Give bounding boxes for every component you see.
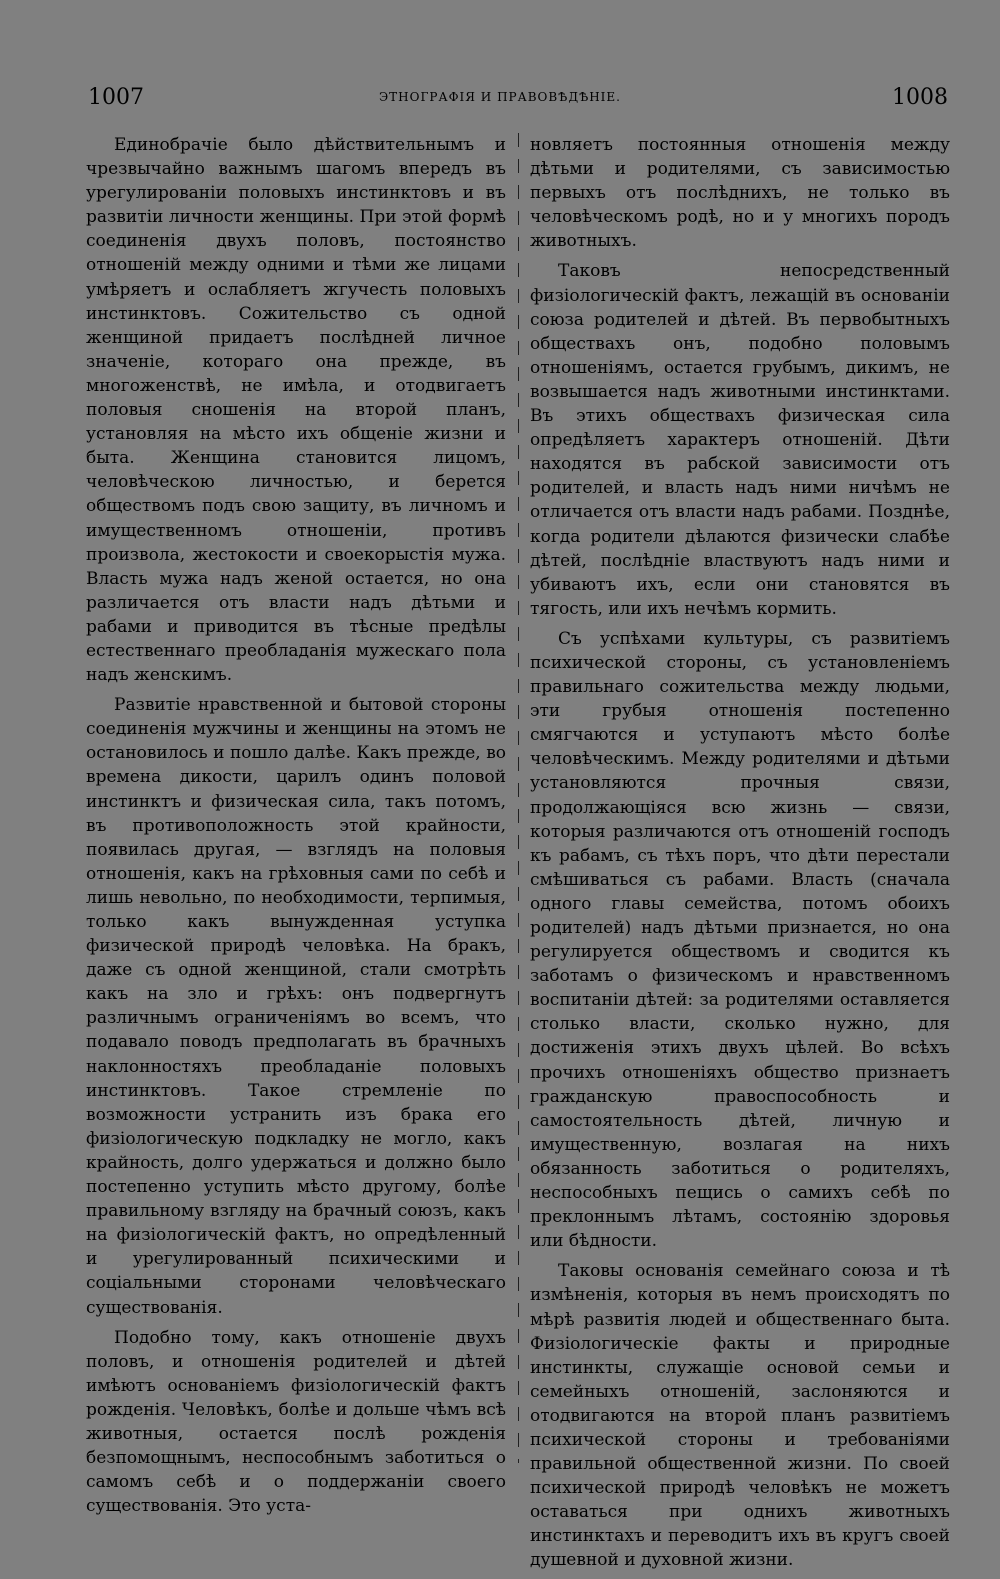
paragraph: Развитіе нравственной и бытовой стороны соединенія мужчины и женщины на этомъ не остановилось и пошло далѣе. Какъ прежде, во времена дикости, царилъ одинъ половой инстинктъ и физическая сила, такъ потомъ, въ противоположность этой крайности, появилась другая, — взглядъ на половыя отношенія, какъ на грѣховныя сами по себѣ и лишь невольно, по необходимости, терпимыя, только какъ вынужденная уступка физической природѣ человѣка. На бракъ, даже съ одной женщиной, стали смотрѣть какъ на зло и грѣхъ: онъ подвергнутъ различнымъ ограниченіямъ во всемъ, что подавало поводъ предполагать въ брачныхъ наклонностяхъ преобладаніе половыхъ инстинктовъ. Такое стремленіе по возможности устранить изъ брака его физіологическую подкладку не могло, какъ крайность, долго удержаться и должно было постепенно уступить мѣсто другому, болѣе правильному взгляду на брачный союзъ, какъ на физіологическій фактъ, но опредѣленный и урегулированный психическими и соціальными сторонами человѣческаго существованія. [86,695,506,1318]
page-header [0,85,1000,115]
paragraph: Таковъ непосредственный физіологическій фактъ, лежащій въ основаніи союза родителей и дѣтей. Въ первобытныхъ обществахъ онъ, подобно половымъ отношеніямъ, остается грубымъ, дикимъ, не возвышается надъ животными инстинктами. Въ этихъ обществахъ физическая сила опредѣляетъ характеръ отношеній. Дѣти находятся въ рабской зависимости отъ родителей, и власть надъ ними ничѣмъ не отличается отъ власти надъ рабами. Позднѣе, когда родители дѣлаются физически слабѣе дѣтей, послѣдніе властвуютъ надъ ними и убиваютъ ихъ, если они становятся въ тягость, или ихъ нечѣмъ кормить. [530,261,950,619]
paragraph: Съ успѣхами культуры, съ развитіемъ психической стороны, съ установленіемъ правильнаго сожительства между людьми, эти грубыя отношенія постепенно смягчаются и уступаютъ мѣсто болѣе человѣческимъ. Между родителями и дѣтьми установляются прочныя связи, продолжающіяся всю жизнь — связи, которыя различаются отъ отношеній господъ къ рабамъ, съ тѣхъ поръ, что дѣти перестали смѣшиваться съ рабами. Власть (сначала одного главы семейства, потомъ обоихъ родителей) надъ дѣтьми признается, но она регулируется обществомъ и сводится къ заботамъ о физическомъ и нравственномъ воспитаніи дѣтей: за родителями оставляется столько власти, сколько нужно, для достиженія этихъ двухъ цѣлей. Во всѣхъ прочихъ отношеніяхъ общество признаетъ гражданскую правоспособность и самостоятельность дѣтей, личную и имущественную, возлагая на нихъ обязанность заботиться о родителяхъ, неспособныхъ пещись о самихъ себѣ по преклоннымъ лѣтамъ, состоянію здоровья или бѣдности. [530,628,950,1252]
page-number-left: 1007 [88,85,144,110]
paragraph: новляетъ постоянныя отношенія между дѣтьми и родителями, съ зависимостью первыхъ отъ послѣднихъ, не только въ человѣческомъ родѣ, но и у многихъ породъ животныхъ. [530,135,950,252]
paragraph: Таковы основанія семейнаго союза и тѣ измѣненія, которыя въ немъ происходятъ по мѣрѣ развитія людей и общественнаго быта. Физіологическіе факты и природные инстинкты, служащіе основой семьи и семейныхъ отношеній, заслоняются и отодвигаются на второй планъ развитіемъ психической стороны и требованіями правильной общественной жизни. По своей психической природѣ человѣкъ не можетъ оставаться при однихъ животныхъ инстинктахъ и переводитъ ихъ въ кругъ своей душевной и духовной жизни. [530,1261,950,1571]
column-divider [518,133,519,1463]
running-title: ЭТНОГРАФІЯ И ПРАВОВѢДѢНІЕ. [379,90,621,104]
left-column [86,133,506,1524]
paragraph: Единобрачіе было дѣйствительнымъ и чрезвычайно важнымъ шагомъ впередъ въ урегулированіи половыхъ инстинктовъ и въ развитіи личности женщины. При этой формѣ соединенія двухъ половъ, постоянство отношеній между одними и тѣми же лицами умѣряетъ и ослабляетъ жгучесть половыхъ инстинктовъ. Сожительство съ одной женщиной придаетъ послѣдней личное значеніе, котораго она прежде, въ многоженствѣ, не имѣла, и отодвигаетъ половыя сношенія на второй планъ, установляя на мѣсто ихъ общеніе жизни и быта. Женщина становится лицомъ, человѣческою личностью, и берется обществомъ подъ свою защиту, въ личномъ и имущественномъ отношеніи, противъ произвола, жестокости и своекорыстія мужа. Власть мужа надъ женой остается, но она различается отъ власти надъ дѣтьми и рабами и приводится въ тѣсные предѣлы естественнаго преобладанія мужескаго пола надъ женскимъ. [86,135,506,686]
paragraph: Подобно тому, какъ отношеніе двухъ половъ, и отношенія родителей и дѣтей имѣютъ основаніемъ физіологическій фактъ рожденія. Человѣкъ, болѣе и дольше чѣмъ всѣ животныя, остается послѣ рожденія безпомощнымъ, неспособнымъ заботиться о самомъ себѣ и о поддержаніи своего существованія. Это уста- [86,1327,506,1517]
page-number-right: 1008 [892,85,948,110]
right-column [530,133,950,1579]
